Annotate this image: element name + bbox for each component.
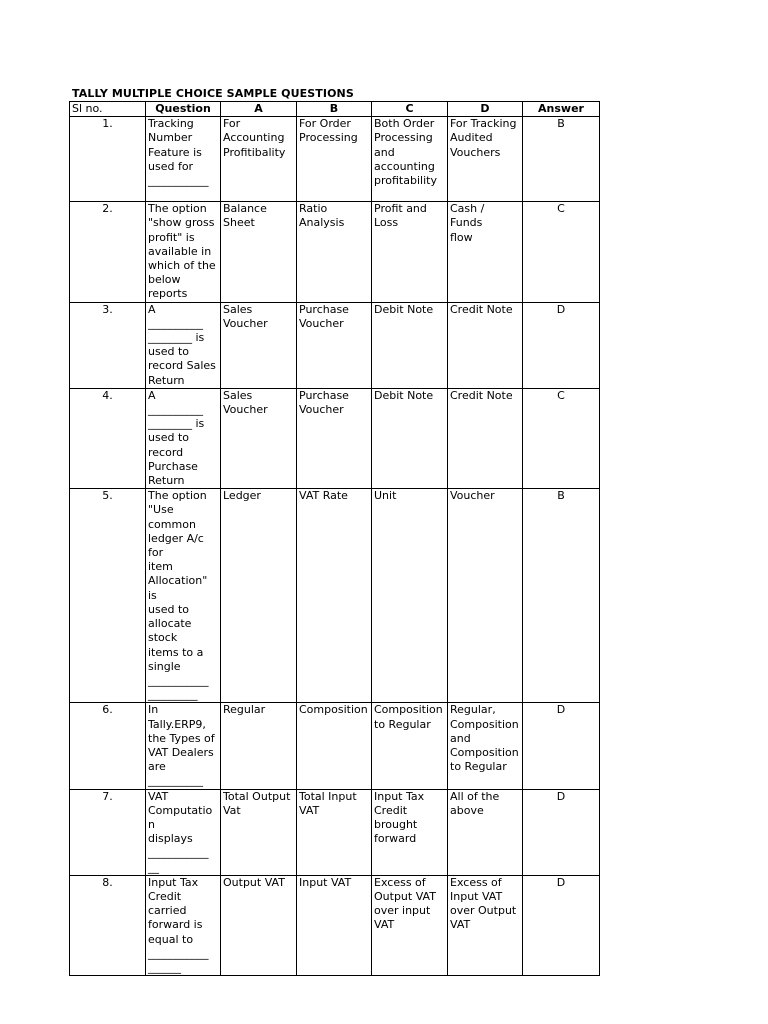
row-answer: D: [523, 703, 600, 789]
row-option-c: Debit Note: [372, 302, 448, 388]
row-answer: C: [523, 202, 600, 302]
table-row: [70, 202, 600, 302]
row-answer: B: [523, 489, 600, 703]
row-option-d: For Tracking Audited Vouchers: [448, 117, 523, 202]
row-sl-no: 1.: [70, 117, 146, 202]
row-answer: D: [523, 302, 600, 388]
row-answer: D: [523, 875, 600, 975]
row-question: Input Tax Credit carried forward is equal to ___________ ______: [146, 875, 221, 975]
row-question: The option "show gross profit" is available in which of the below reports: [146, 202, 221, 302]
header-option-a: A: [221, 102, 297, 117]
row-option-c: Unit: [372, 489, 448, 703]
table-row: [70, 489, 600, 703]
row-option-a: For Accounting Profitibality: [221, 117, 297, 202]
row-option-c: Debit Note: [372, 388, 448, 488]
row-question: The option "Use common ledger A/c for item Allocation" is used to allocate stock items to a single ___________ _________: [146, 489, 221, 703]
row-option-c: Input Tax Credit brought forward: [372, 789, 448, 875]
row-sl-no: 3.: [70, 302, 146, 388]
row-sl-no: 5.: [70, 489, 146, 703]
row-option-a: Output VAT: [221, 875, 297, 975]
header-option-b: B: [297, 102, 372, 117]
row-question: A __________ ________ is used to record Purchase Return: [146, 388, 221, 488]
row-question: VAT Computation displays ___________ __: [146, 789, 221, 875]
row-option-d: Credit Note: [448, 388, 523, 488]
table-row: [70, 117, 600, 202]
row-answer: B: [523, 117, 600, 202]
row-sl-no: 4.: [70, 388, 146, 488]
row-option-c: Profit and Loss: [372, 202, 448, 302]
row-option-b: Purchase Voucher: [297, 302, 372, 388]
row-question: Tracking Number Feature is used for ___________: [146, 117, 221, 202]
row-answer: C: [523, 388, 600, 488]
table-row: [70, 789, 600, 875]
table-row: [70, 703, 600, 789]
row-option-c: Both Order Processing and accounting profitability: [372, 117, 448, 202]
row-option-b: Total Input VAT: [297, 789, 372, 875]
header-answer: Answer: [523, 102, 600, 117]
row-sl-no: 7.: [70, 789, 146, 875]
row-option-d: Voucher: [448, 489, 523, 703]
table-row: [70, 875, 600, 975]
row-question: In Tally.ERP9, the Types of VAT Dealers are __________: [146, 703, 221, 789]
row-option-d: Credit Note: [448, 302, 523, 388]
row-option-a: Ledger: [221, 489, 297, 703]
header-row: [70, 102, 600, 117]
row-sl-no: 8.: [70, 875, 146, 975]
row-option-a: Balance Sheet: [221, 202, 297, 302]
row-sl-no: 6.: [70, 703, 146, 789]
row-option-c: Excess of Output VAT over input VAT: [372, 875, 448, 975]
header-option-d: D: [448, 102, 523, 117]
row-option-a: Sales Voucher: [221, 388, 297, 488]
row-option-a: Regular: [221, 703, 297, 789]
row-option-d: Cash / Funds flow: [448, 202, 523, 302]
questions-table: [69, 101, 600, 976]
row-question: A __________ ________ is used to record Sales Return: [146, 302, 221, 388]
header-option-c: C: [372, 102, 448, 117]
header-sl-no: Sl no.: [70, 102, 146, 117]
row-option-b: Purchase Voucher: [297, 388, 372, 488]
document-title: TALLY MULTIPLE CHOICE SAMPLE QUESTIONS: [72, 87, 354, 100]
row-option-b: Composition: [297, 703, 372, 789]
header-question: Question: [146, 102, 221, 117]
row-option-b: Ratio Analysis: [297, 202, 372, 302]
row-option-b: Input VAT: [297, 875, 372, 975]
row-option-b: VAT Rate: [297, 489, 372, 703]
row-option-d: Excess of Input VAT over Output VAT: [448, 875, 523, 975]
row-option-d: All of the above: [448, 789, 523, 875]
row-option-c: Composition to Regular: [372, 703, 448, 789]
row-option-d: Regular, Composition and Composition to Regular: [448, 703, 523, 789]
row-sl-no: 2.: [70, 202, 146, 302]
row-option-a: Total Output Vat: [221, 789, 297, 875]
row-option-b: For Order Processing: [297, 117, 372, 202]
row-option-a: Sales Voucher: [221, 302, 297, 388]
row-answer: D: [523, 789, 600, 875]
table-row: [70, 388, 600, 488]
table-row: [70, 302, 600, 388]
